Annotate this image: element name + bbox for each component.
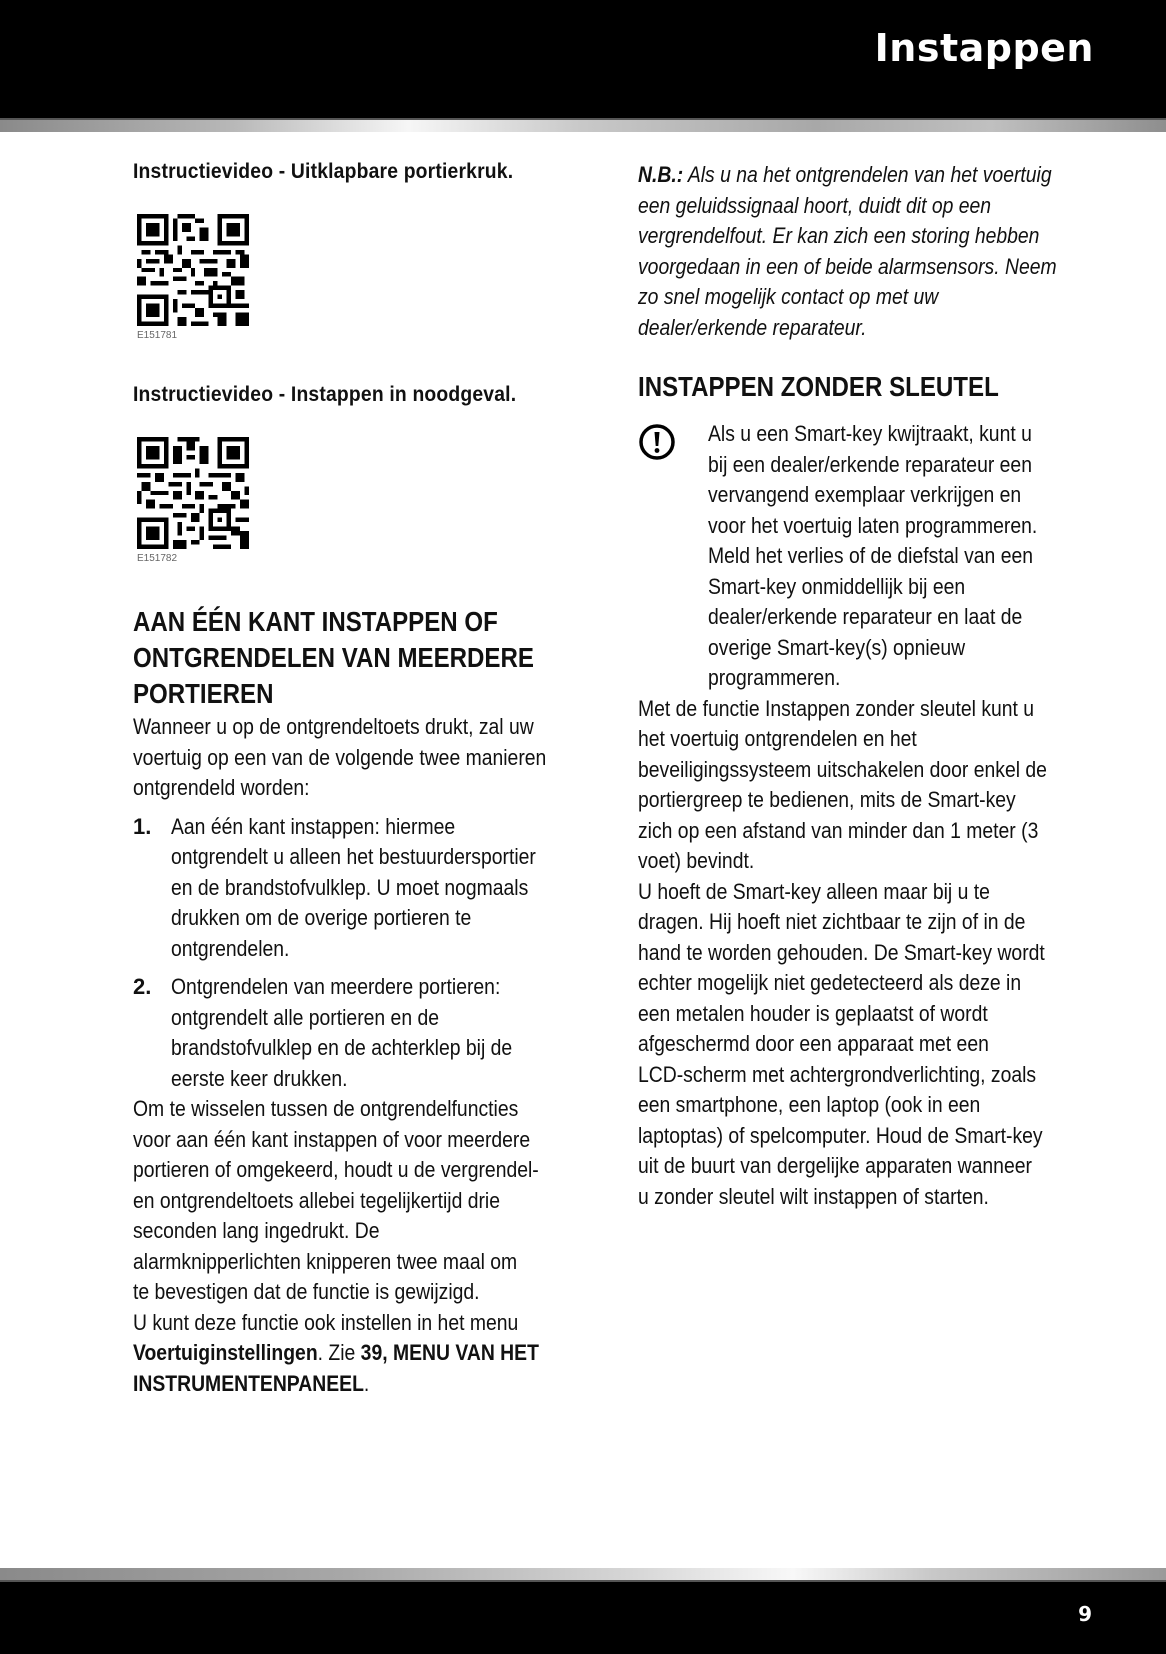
left-column — [133, 160, 593, 1399]
list-item — [133, 812, 593, 965]
section-keyless-entry — [638, 369, 1098, 1212]
list-item — [133, 972, 593, 1094]
warning-block — [638, 419, 1098, 694]
list-number: 2. — [133, 974, 152, 999]
page-footer — [0, 1582, 1166, 1654]
section-heading: AAN ÉÉN KANT INSTAPPEN OF ONTGRENDELEN VAN MEERDERE PORTIEREN — [133, 606, 534, 709]
image-id: E151781 — [137, 330, 178, 341]
page-number: 9 — [1078, 1602, 1092, 1626]
list-text: Ontgrendelen van meerdere portieren: ontgrendelt alle portieren en de brandstofvulklep en de achterklep bij de eerste keer drukken. — [171, 974, 513, 1091]
intro-paragraph: Wanneer u op de ontgrendeltoets drukt, zal uw voertuig op een van de volgende twee manieren ontgrendeld worden: — [133, 714, 547, 800]
video-caption: Instructievideo - Uitklapbare portierkruk. — [133, 160, 514, 183]
menu-reference-paragraph: U kunt deze functie ook instellen in het menu Voertuiginstellingen. Zie 39, MENU VAN HET INSTRUMENTENPANEEL. — [133, 1309, 539, 1396]
keyless-paragraph-1: Met de functie Instappen zonder sleutel kunt u het voertuig ontgrendelen en het beveiligingssysteem uitschakelen door enkel de portiergreep te bedienen, mits de Smart-key zich op een afstand van minder dan 1 meter (3 voet) bevindt. — [638, 695, 1047, 873]
footer-divider — [0, 1568, 1166, 1582]
qr-code-icon — [137, 214, 249, 326]
video-block-2 — [133, 383, 593, 564]
video-block-1 — [133, 160, 593, 341]
qr-code-1[interactable] — [137, 214, 593, 341]
keyless-paragraph-2: U hoeft de Smart-key alleen maar bij u te dragen. Hij hoeft niet zichtbaar te zijn of in de hand te worden gehouden. De Smart-key wordt echter mogelijk niet gedetecteerd als deze in een metalen houder is geplaatst of wordt afgeschermd door een apparaat met een LCD-scherm met achtergrondverlichting, zoals een smartphone, een laptop (ook in een laptoptas) of spelcomputer. Houd de Smart-key uit de buurt van dergelijke apparaten wanneer u zonder sleutel wilt instappen of starten. — [638, 878, 1045, 1209]
menu-name: Voertuiginstellingen — [133, 1340, 318, 1365]
list-number: 1. — [133, 813, 152, 839]
cross-reference-link[interactable]: INSTRUMENTENPANEEL — [133, 1370, 364, 1396]
header-divider — [0, 118, 1166, 132]
section-heading: INSTAPPEN ZONDER SLEUTEL — [638, 371, 999, 402]
cross-reference-link[interactable]: 39, MENU VAN HET — [360, 1340, 539, 1365]
section-single-multi-door — [133, 604, 593, 1399]
list-text: Aan één kant instappen: hiermee ontgrendelt u alleen het bestuurdersportier en de brandstofvulklep. U moet nogmaals drukken om de overige portieren te ontgrendelen. — [171, 813, 536, 961]
warning-exclamation-icon — [638, 419, 708, 694]
warning-text: Als u een Smart-key kwijtraakt, kunt u bij een dealer/erkende reparateur een vervangend exemplaar verkrijgen en voor het voertuig laten programmeren. Meld het verlies of de diefstal van een Smart-key onmiddellijk bij een dealer/erkende reparateur en laat de overige Smart-key(s) opnieuw programmeren. — [708, 421, 1038, 690]
switch-paragraph: Om te wisselen tussen de ontgrendelfuncties voor aan één kant instappen of voor meerdere portieren of omgekeerd, houdt u de vergrendel- en ontgrendeltoets allebei tegelijkertijd drie seconden lang ingedrukt. De alarmknipperlichten knipperen twee maal om te bevestigen dat de functie is gewijzigd. — [133, 1096, 539, 1304]
note-block: N.B.: Als u na het ontgrendelen van het voertuig een geluidssignaal hoort, duidt dit op een vergrendelfout. Er kan zich een storing hebben voorgedaan in een of beide alarmsensors. Neem zo snel mogelijk contact op met uw dealer/erkende reparateur. — [638, 162, 1057, 340]
qr-code-2[interactable] — [137, 437, 593, 564]
page-header — [0, 0, 1166, 118]
video-caption: Instructievideo - Instappen in noodgeval. — [133, 383, 517, 406]
image-id: E151782 — [137, 553, 178, 564]
qr-code-icon — [137, 437, 249, 549]
chapter-title: Instappen — [874, 26, 1094, 70]
right-column — [638, 160, 1098, 1212]
note-label: N.B.: — [638, 162, 684, 187]
